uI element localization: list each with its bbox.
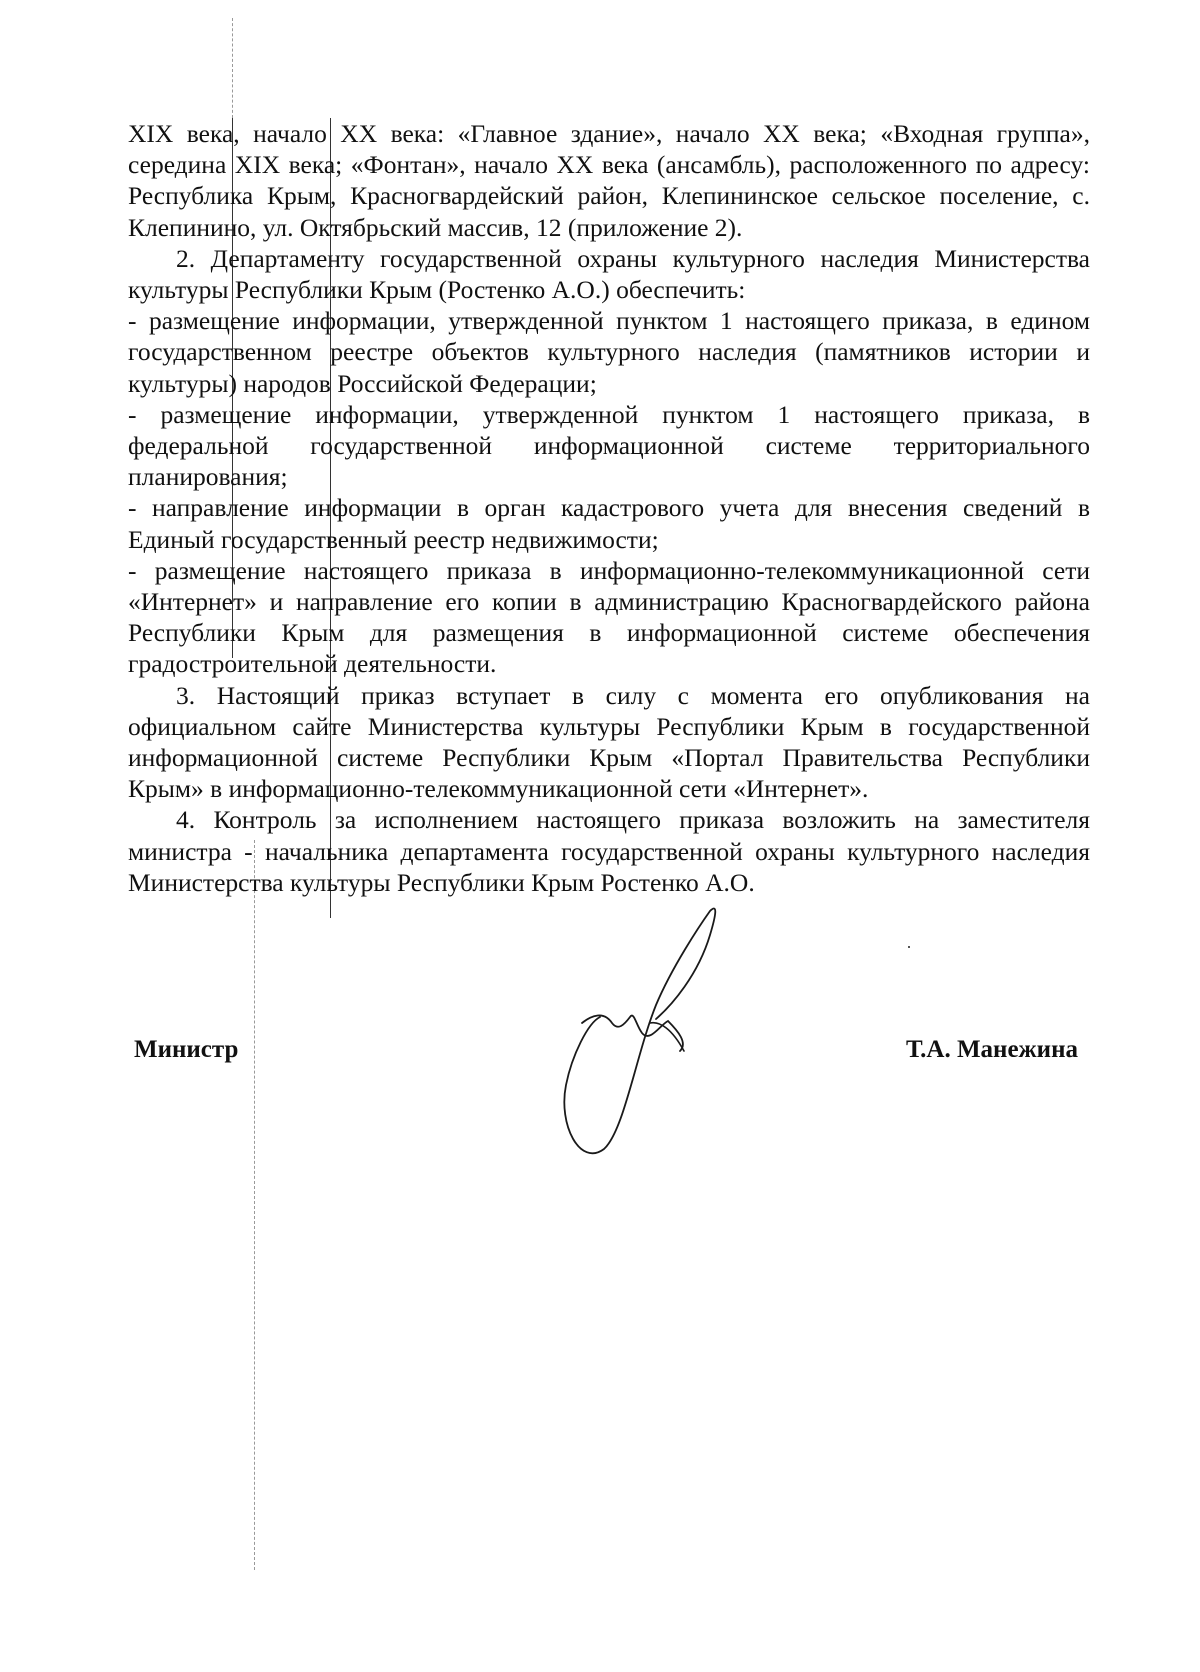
bullet-item: - размещение настоящего приказа в информационно-телекоммуникационной сети «Интернет» и направление его копии в администрацию Красногвардейского района Республики Крым для размещения в информационной системе обеспечения градостроительной деятельности. <box>128 555 1090 679</box>
bullet-item: - направление информации в орган кадастрового учета для внесения сведений в Единый государственный реестр недвижимости; <box>128 493 1090 554</box>
paragraph-4: 4. Контроль за исполнением настоящего приказа возложить на заместителя министра - начальника департамента государственной охраны культурного наследия Министерства культуры Республики Крым Ростенко А.О. <box>128 805 1090 897</box>
scan-artifact-line <box>232 18 233 118</box>
scan-speck <box>908 946 910 948</box>
signatory-title: Министр <box>134 1036 239 1063</box>
document-body <box>128 118 1090 898</box>
signatory-name: Т.А. Манежина <box>905 1036 1078 1063</box>
bullet-item: - размещение информации, утвержденной пунктом 1 настоящего приказа, в федеральной государственной информационной системе территориального планирования; <box>128 399 1090 492</box>
paragraph-3: 3. Настоящий приказ вступает в силу с момента его опубликования на официальном сайте Министерства культуры Республики Крым в государственной информационной системе Республики Крым «Портал Правительства Республики Крым» в информационно-телекоммуникационной сети «Интернет». <box>128 680 1090 804</box>
paragraph-1-continuation: XIX века, начало XX века: «Главное здание», начало XX века; «Входная группа», середина XIX века; «Фонтан», начало XX века (ансамбль), расположенного по адресу: Республика Крым, Красногвардейский район, Клепининское сельское поселение, с. Клепинино, ул. Октябрьский массив, 12 (приложение 2). <box>128 119 1090 242</box>
paragraph-2: 2. Департаменту государственной охраны культурного наследия Министерства культуры Республики Крым (Ростенко А.О.) обеспечить: <box>128 243 1090 305</box>
signature-block <box>0 1036 1200 1076</box>
bullet-item: - размещение информации, утвержденной пунктом 1 настоящего приказа, в едином государственном реестре объектов культурного наследия (памятников истории и культуры) народов Российской Федерации; <box>128 306 1090 398</box>
scan-artifact-line <box>254 840 255 1570</box>
